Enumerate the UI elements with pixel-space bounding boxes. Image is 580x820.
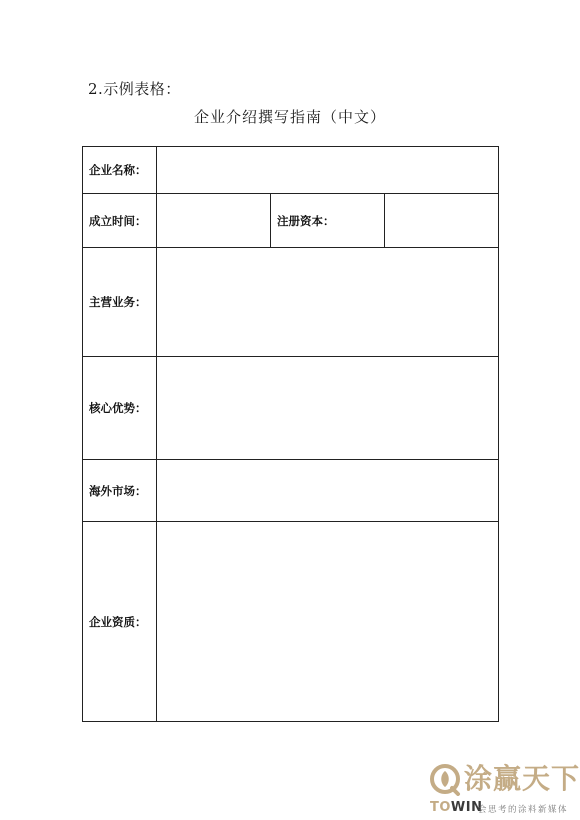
logo-name-en: TOWIN xyxy=(430,800,483,815)
logo-tagline: 会思考的涂料新媒体 xyxy=(478,805,569,815)
section-heading: 2.示例表格： xyxy=(88,80,181,98)
company-info-form xyxy=(82,146,499,722)
business-field[interactable] xyxy=(157,248,499,357)
capital-label: 注册资本： xyxy=(271,194,385,248)
company-name-label: 企业名称： xyxy=(83,147,157,194)
row-advantages xyxy=(83,357,499,460)
founded-label: 成立时间： xyxy=(83,194,157,248)
advantages-label: 核心优势： xyxy=(83,357,157,460)
overseas-field[interactable] xyxy=(157,460,499,522)
qualification-field[interactable] xyxy=(157,522,499,722)
capital-field[interactable] xyxy=(385,194,499,248)
towin-emblem-icon xyxy=(428,762,462,796)
qualification-label: 企业资质： xyxy=(83,522,157,722)
business-label: 主营业务： xyxy=(83,248,157,357)
towin-watermark-logo xyxy=(428,762,580,816)
document-title: 企业介绍撰写指南（中文） xyxy=(193,108,386,126)
row-business xyxy=(83,248,499,357)
advantages-field[interactable] xyxy=(157,357,499,460)
row-overseas xyxy=(83,460,499,522)
logo-name-cn: 涂赢天下 xyxy=(464,762,580,795)
row-qualification xyxy=(83,522,499,722)
row-founded-capital xyxy=(83,194,499,248)
company-name-field[interactable] xyxy=(157,147,499,194)
founded-field[interactable] xyxy=(157,194,271,248)
row-company-name xyxy=(83,147,499,194)
overseas-label: 海外市场： xyxy=(83,460,157,522)
